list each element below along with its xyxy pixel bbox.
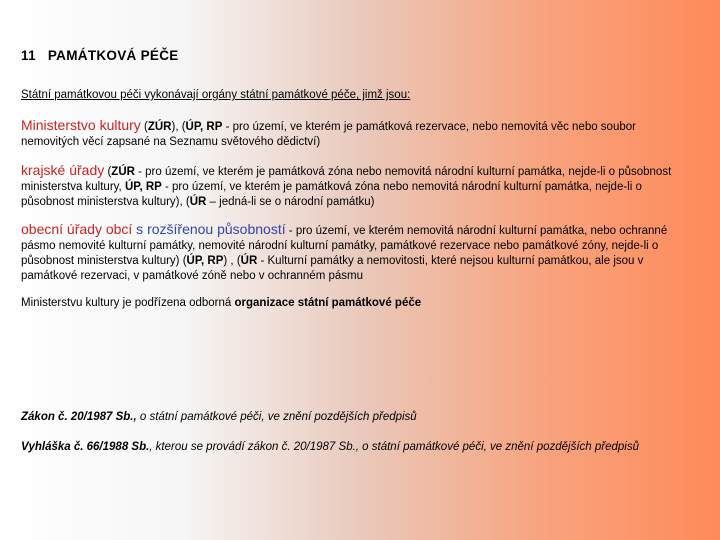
authority-name: obecní úřady obcí: [21, 221, 133, 237]
page-title: [21, 48, 690, 63]
authority-name: krajské úřady: [21, 162, 105, 178]
law-reference-2: Vyhláška č. 66/1988 Sb., kterou se provádí zákon č. 20/1987 Sb., o státní památkové péči, ve znění pozdějších předpisů: [21, 441, 639, 453]
paragraph-ministry: Ministerstvo kultury (ZÚR), (ÚP, RP - pro území, ve kterém je památková rezervace, nebo nemovitá věc nebo soubor nemovitých věcí zapsané na Seznamu světového dědictví): [21, 117, 636, 148]
paragraph-organization: Ministerstvu kultury je podřízena odborná organizace státní památkové péče: [21, 297, 422, 309]
intro-text: Státní památkovou péči vykonávají orgány státní památkové péče, jimž jsou:: [21, 89, 411, 101]
section-title: PAMÁTKOVÁ PÉČE: [47, 48, 179, 63]
authority-name: Ministerstvo kultury: [21, 117, 141, 133]
authority-name-extension: s rozšířenou působností: [132, 221, 286, 237]
paragraph-regional-offices: krajské úřady (ZÚR - pro území, ve kterém je památková zóna nebo nemovitá národní kulturní památka, nejde-li o působnost ministerstva kultury, ÚP, RP - pro území, ve kterém je památková zóna nebo nemovitá národní kulturní památka, nejde-li o působnost ministerstva kultury), (ÚR – jedná-li se o národní památku): [21, 162, 672, 208]
paragraph-municipal-offices: obecní úřady obcí s rozšířenou působností - pro území, ve kterém nemovitá národní kulturní památka, nebo ochranné pásmo nemovité kulturní památky, nemovité národní kulturní památky, památkové rezervace nebo památkové zóny, nejde-li o působnost ministerstva kultury) (ÚP, RP) , (ÚR - Kulturní památky a nemovitosti, které nejsou kulturní památkou, ale jsou v památkové rezervaci, v památkové zóně nebo v ochranném pásmu: [21, 221, 668, 282]
section-number: 11: [21, 48, 36, 63]
law-reference-1: Zákon č. 20/1987 Sb., o státní památkové péči, ve znění pozdějších předpisů: [21, 411, 417, 423]
